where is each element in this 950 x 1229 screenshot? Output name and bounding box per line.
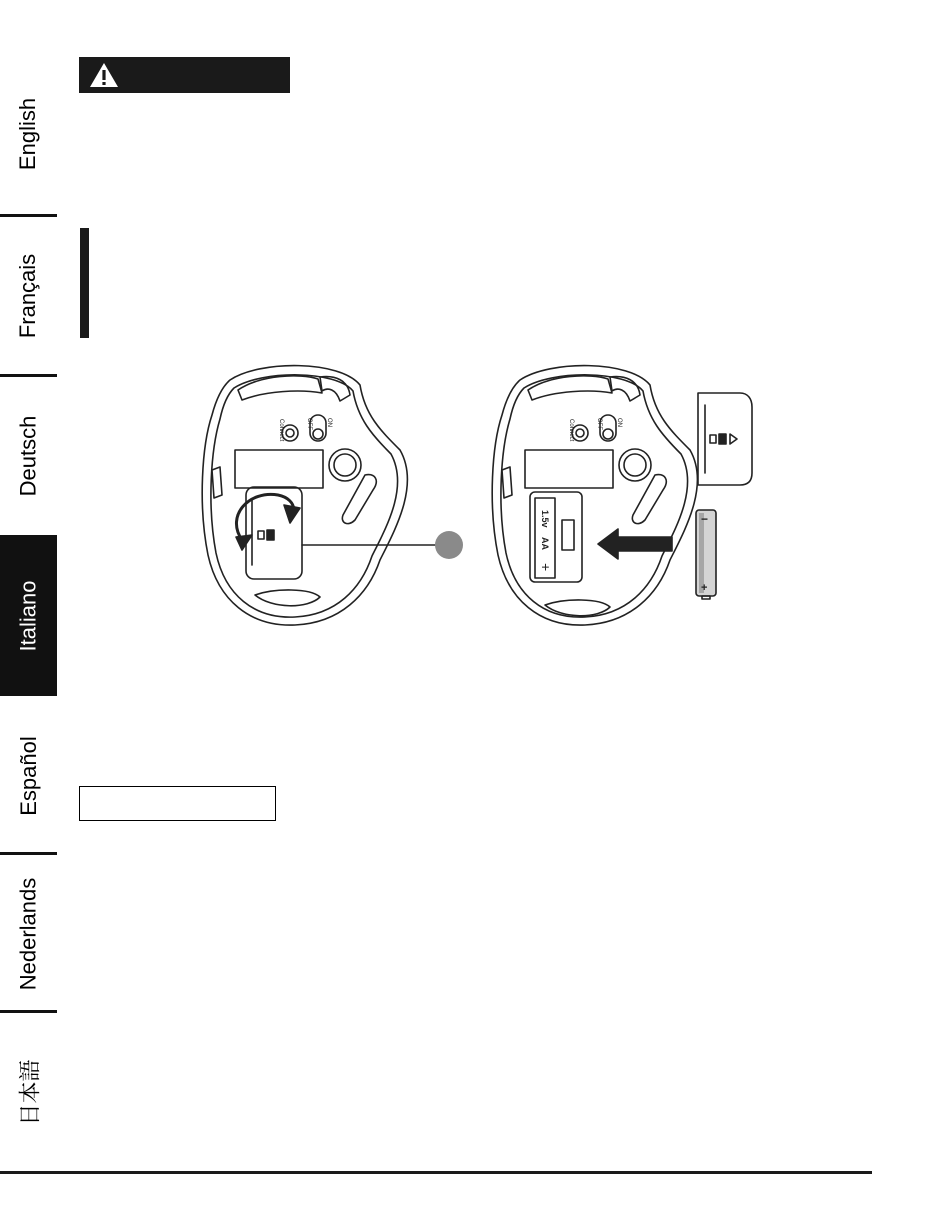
mouse-bottom-view-1 (202, 366, 407, 626)
warning-triangle-icon (89, 62, 119, 88)
tab-label-francais: Français (15, 253, 41, 339)
tab-label-japanese: 日本語 (17, 1058, 43, 1126)
battery-plus-compartment: + (538, 563, 554, 572)
tab-label-deutsch: Deutsch (15, 415, 41, 497)
battery-install-illustration (190, 355, 770, 635)
battery-voltage-label: 1.5v (540, 510, 550, 528)
tab-label-italiano: Italiano (15, 580, 41, 651)
tab-english[interactable] (0, 55, 57, 213)
callout-dot (435, 531, 463, 559)
battery-size-label: AA (540, 537, 550, 550)
tab-label-nederlands: Nederlands (15, 877, 41, 991)
switch-off-label: OFF (306, 418, 312, 430)
battery-minus-label: − (701, 512, 709, 526)
tab-japanese[interactable] (0, 1013, 57, 1171)
battery-cover-removed (698, 393, 752, 485)
tab-deutsch[interactable] (0, 377, 57, 535)
switch-on-label: ON (616, 418, 622, 427)
mouse-bottom-view-2 (492, 366, 697, 626)
language-tabs (0, 55, 57, 1170)
switch-on-label: ON (326, 418, 332, 427)
tab-italiano[interactable] (0, 535, 57, 696)
connect-label: Connect (568, 419, 574, 442)
tab-francais[interactable] (0, 217, 57, 375)
bottom-divider (0, 1171, 872, 1174)
tab-label-espanol: Español (15, 736, 41, 816)
battery-plus-label: + (701, 582, 708, 594)
tab-label-english: English (15, 97, 41, 171)
switch-off-label: OFF (596, 418, 602, 430)
tab-nederlands[interactable] (0, 855, 57, 1013)
connect-label: Connect (278, 419, 284, 442)
warning-header (79, 57, 290, 93)
empty-label-box (79, 786, 276, 821)
section-marker (80, 228, 89, 338)
tab-espanol[interactable] (0, 697, 57, 855)
